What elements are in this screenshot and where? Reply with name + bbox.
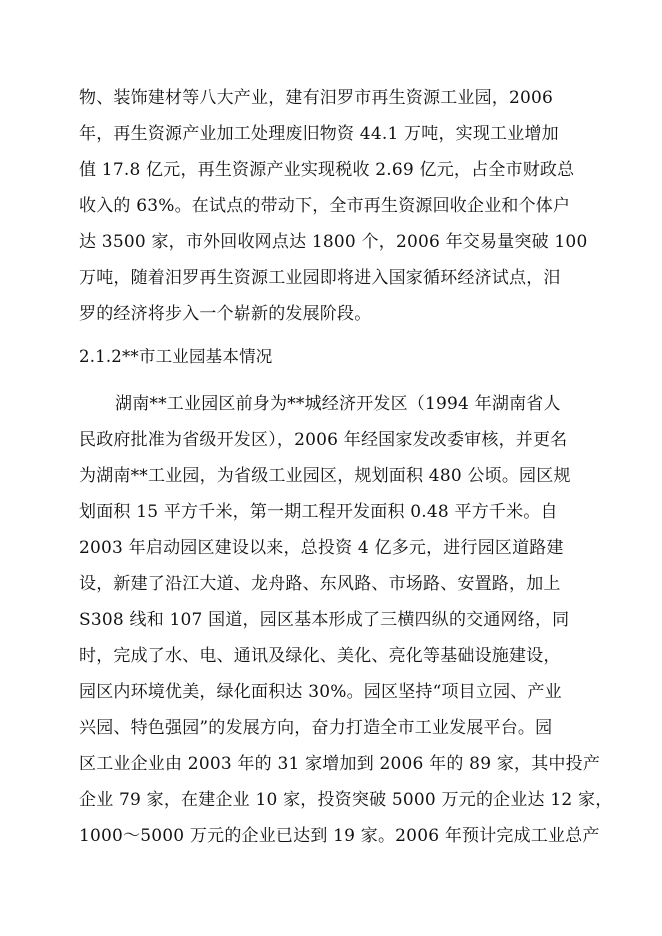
text-line: 设，新建了沿江大道、龙舟路、东风路、市场路、安置路，加上 bbox=[79, 574, 561, 594]
text-line: 区工业企业由 2003 年的 31 家增加到 2006 年的 89 家，其中投产 bbox=[79, 754, 601, 774]
text-line: 湖南**工业园区前身为**城经济开发区（1994 年湖南省人 bbox=[115, 394, 561, 414]
text-line: 园区内环境优美，绿化面积达 30%。园区坚持“项目立园、产业 bbox=[79, 682, 562, 702]
text-line: S308 线和 107 国道，园区基本形成了三横四纵的交通网络，同 bbox=[79, 610, 570, 630]
text-line: 为湖南**工业园，为省级工业园区，规划面积 480 公顷。园区规 bbox=[79, 466, 571, 486]
text-line: 民政府批准为省级开发区），2006 年经国家发改委审核，并更名 bbox=[79, 430, 568, 450]
text-line: 物、装饰建材等八大产业，建有汨罗市再生资源工业园，2006 bbox=[79, 88, 554, 108]
text-line: 达 3500 家，市外回收网点达 1800 个，2006 年交易量突破 100 bbox=[79, 232, 588, 252]
text-line: 划面积 15 平方千米，第一期工程开发面积 0.48 平方千米。自 bbox=[79, 502, 558, 522]
text-line: 2003 年启动园区建设以来，总投资 4 亿多元，进行园区道路建 bbox=[79, 538, 564, 558]
text-line: 兴园、特色强园”的发展方向，奋力打造全市工业发展平台。园 bbox=[79, 718, 553, 738]
text-line: 企业 79 家，在建企业 10 家，投资突破 5000 万元的企业达 12 家， bbox=[79, 790, 613, 810]
text-line: 时，完成了水、电、通讯及绿化、美化、亮化等基础设施建设， bbox=[79, 646, 561, 666]
text-line: 年，再生资源产业加工处理废旧物资 44.1 万吨，实现工业增加 bbox=[79, 124, 559, 144]
text-line: 万吨，随着汨罗再生资源工业园即将进入国家循环经济试点，汨 bbox=[79, 268, 561, 288]
text-line: 值 17.8 亿元，再生资源产业实现税收 2.69 亿元，占全市财政总 bbox=[79, 160, 575, 180]
text-line: 罗的经济将步入一个崭新的发展阶段。 bbox=[79, 304, 372, 324]
section-heading: 2.1.2**市工业园基本情况 bbox=[79, 347, 273, 366]
text-line: 1000～5000 万元的企业已达到 19 家。2006 年预计完成工业总产 bbox=[79, 826, 600, 846]
text-line: 收入的 63%。在试点的带动下，全市再生资源回收企业和个体户 bbox=[79, 196, 571, 216]
